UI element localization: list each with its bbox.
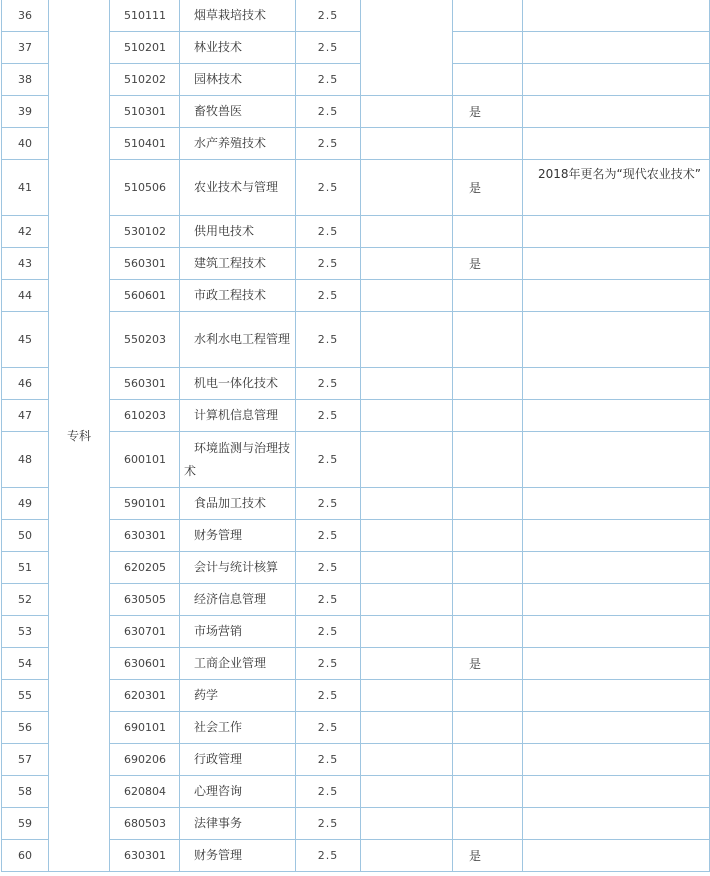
major-code-cell: 620301: [110, 680, 180, 712]
study-years-cell: 2.5: [296, 488, 361, 520]
note-text: [528, 400, 705, 403]
study-years-cell: 2.5: [296, 96, 361, 128]
row-number-cell: 40: [2, 128, 49, 160]
major-name-text: 农业技术与管理: [194, 180, 279, 194]
major-code-cell: 600101: [110, 432, 180, 488]
major-code-cell: 510301: [110, 96, 180, 128]
major-name-cell: [180, 160, 296, 216]
flag-cell: 是: [453, 840, 523, 872]
flag-cell: [453, 744, 523, 776]
note-cell: [523, 584, 710, 616]
major-name-text: 园林技术: [194, 72, 243, 86]
major-code-cell: 630701: [110, 616, 180, 648]
row-number-cell: 55: [2, 680, 49, 712]
study-years-cell: 2.5: [296, 216, 361, 248]
table-row: [2, 0, 710, 32]
blank-cell: [361, 616, 453, 648]
education-level-cell: 专科: [49, 0, 110, 872]
major-name-text: 水产养殖技术: [194, 136, 267, 150]
note-text: [528, 368, 705, 371]
major-name-cell: [180, 680, 296, 712]
row-number-cell: 60: [2, 840, 49, 872]
major-code-cell: 590101: [110, 488, 180, 520]
study-years-cell: 2.5: [296, 584, 361, 616]
major-code-cell: 680503: [110, 808, 180, 840]
flag-cell: [453, 280, 523, 312]
major-code-cell: 550203: [110, 312, 180, 368]
major-name-text: 工商企业管理: [194, 656, 267, 670]
note-text: [528, 552, 705, 555]
study-years-cell: 2.5: [296, 248, 361, 280]
row-number-cell: 36: [2, 0, 49, 32]
blank-cell: [361, 552, 453, 584]
note-cell: [523, 96, 710, 128]
blank-cell: [361, 368, 453, 400]
major-table: [1, 0, 710, 872]
major-code-cell: 630301: [110, 520, 180, 552]
flag-cell: [453, 680, 523, 712]
major-name-cell: [180, 400, 296, 432]
major-name-text: 计算机信息管理: [194, 408, 279, 422]
note-text: [528, 840, 705, 843]
row-number-cell: 53: [2, 616, 49, 648]
major-name-cell: [180, 432, 296, 488]
major-name-cell: [180, 776, 296, 808]
row-number-cell: 42: [2, 216, 49, 248]
note-cell: [523, 0, 710, 32]
major-name-cell: [180, 616, 296, 648]
flag-cell: 是: [453, 96, 523, 128]
study-years-cell: 2.5: [296, 0, 361, 32]
note-text: [528, 64, 705, 67]
flag-cell: 是: [453, 648, 523, 680]
blank-cell: [361, 680, 453, 712]
table-body: [2, 0, 710, 872]
study-years-cell: 2.5: [296, 400, 361, 432]
major-name-cell: [180, 368, 296, 400]
note-text: [528, 712, 705, 715]
blank-cell: [361, 840, 453, 872]
note-cell: [523, 520, 710, 552]
blank-cell: [361, 744, 453, 776]
note-cell: [523, 400, 710, 432]
note-text: [528, 744, 705, 747]
study-years-cell: 2.5: [296, 432, 361, 488]
note-text: [528, 584, 705, 587]
flag-cell: [453, 488, 523, 520]
note-cell: [523, 248, 710, 280]
major-code-cell: 690206: [110, 744, 180, 776]
blank-cell: [361, 128, 453, 160]
major-name-text: 法律事务: [194, 816, 243, 830]
major-code-cell: 690101: [110, 712, 180, 744]
blank-cell: [361, 160, 453, 216]
blank-cell: [361, 312, 453, 368]
study-years-cell: 2.5: [296, 616, 361, 648]
major-code-cell: 530102: [110, 216, 180, 248]
major-name-cell: [180, 808, 296, 840]
major-name-text: 环境监测与治理技术: [184, 440, 291, 478]
major-name-cell: [180, 744, 296, 776]
major-name-cell: [180, 520, 296, 552]
note-cell: [523, 552, 710, 584]
study-years-cell: 2.5: [296, 840, 361, 872]
major-code-cell: 510111: [110, 0, 180, 32]
major-code-cell: 510401: [110, 128, 180, 160]
major-name-cell: [180, 96, 296, 128]
study-years-cell: 2.5: [296, 744, 361, 776]
note-cell: [523, 648, 710, 680]
note-cell: [523, 744, 710, 776]
study-years-cell: 2.5: [296, 368, 361, 400]
major-code-cell: 620205: [110, 552, 180, 584]
row-number-cell: 39: [2, 96, 49, 128]
row-number-cell: 41: [2, 160, 49, 216]
row-number-cell: 45: [2, 312, 49, 368]
major-code-cell: 560301: [110, 248, 180, 280]
note-text: [528, 96, 705, 99]
note-text: 2018年更名为“现代农业技术”: [538, 167, 701, 181]
blank-cell: [361, 216, 453, 248]
flag-cell: [453, 520, 523, 552]
flag-cell: [453, 712, 523, 744]
note-cell: [523, 160, 710, 216]
major-name-text: 心理咨询: [194, 784, 243, 798]
note-cell: [523, 64, 710, 96]
major-name-text: 畜牧兽医: [194, 104, 243, 118]
study-years-cell: 2.5: [296, 776, 361, 808]
note-cell: [523, 216, 710, 248]
major-name-cell: [180, 712, 296, 744]
note-cell: [523, 280, 710, 312]
blank-cell: [361, 432, 453, 488]
major-name-text: 水利水电工程管理: [194, 332, 291, 346]
note-text: [528, 0, 705, 3]
row-number-cell: 58: [2, 776, 49, 808]
flag-cell: [453, 368, 523, 400]
study-years-cell: 2.5: [296, 648, 361, 680]
blank-cell: [361, 776, 453, 808]
major-name-text: 烟草栽培技术: [194, 8, 267, 22]
note-text: [528, 776, 705, 779]
major-name-cell: [180, 840, 296, 872]
flag-cell: [453, 432, 523, 488]
major-name-text: 行政管理: [194, 752, 243, 766]
flag-cell: [453, 128, 523, 160]
flag-cell: [453, 808, 523, 840]
note-cell: [523, 368, 710, 400]
major-name-cell: [180, 216, 296, 248]
flag-cell: [453, 400, 523, 432]
row-number-cell: 57: [2, 744, 49, 776]
major-name-text: 林业技术: [194, 40, 243, 54]
major-name-text: 财务管理: [194, 528, 243, 542]
note-cell: [523, 432, 710, 488]
row-number-cell: 46: [2, 368, 49, 400]
major-name-cell: [180, 552, 296, 584]
major-name-cell: [180, 648, 296, 680]
major-code-cell: 510201: [110, 32, 180, 64]
study-years-cell: 2.5: [296, 520, 361, 552]
flag-cell: 是: [453, 160, 523, 216]
study-years-cell: 2.5: [296, 160, 361, 216]
note-cell: [523, 616, 710, 648]
major-name-text: 供用电技术: [194, 224, 255, 238]
row-number-cell: 50: [2, 520, 49, 552]
major-name-text: 财务管理: [194, 848, 243, 862]
blank-cell: [361, 648, 453, 680]
flag-cell: [453, 216, 523, 248]
major-name-cell: [180, 248, 296, 280]
flag-cell: 是: [453, 248, 523, 280]
blank-cell: [361, 280, 453, 312]
row-number-cell: 47: [2, 400, 49, 432]
row-number-cell: 49: [2, 488, 49, 520]
flag-cell: [453, 616, 523, 648]
blank-cell: [361, 96, 453, 128]
note-text: [528, 808, 705, 811]
major-name-cell: [180, 64, 296, 96]
blank-cell: [361, 712, 453, 744]
major-name-text: 市政工程技术: [194, 288, 267, 302]
blank-cell: [361, 520, 453, 552]
flag-cell: [453, 0, 523, 32]
note-text: [528, 488, 705, 491]
note-cell: [523, 776, 710, 808]
major-code-cell: 560301: [110, 368, 180, 400]
major-name-text: 会计与统计核算: [194, 560, 279, 574]
flag-cell: [453, 776, 523, 808]
major-code-cell: 510202: [110, 64, 180, 96]
major-code-cell: 510506: [110, 160, 180, 216]
study-years-cell: 2.5: [296, 64, 361, 96]
note-text: [528, 432, 705, 435]
note-text: [528, 680, 705, 683]
note-text: [528, 128, 705, 131]
study-years-cell: 2.5: [296, 280, 361, 312]
study-years-cell: 2.5: [296, 32, 361, 64]
major-name-cell: [180, 32, 296, 64]
study-years-cell: 2.5: [296, 128, 361, 160]
row-number-cell: 52: [2, 584, 49, 616]
note-cell: [523, 312, 710, 368]
blank-cell: [361, 248, 453, 280]
blank-cell: [361, 584, 453, 616]
note-text: [528, 520, 705, 523]
note-cell: [523, 128, 710, 160]
study-years-cell: 2.5: [296, 680, 361, 712]
study-years-cell: 2.5: [296, 552, 361, 584]
note-text: [528, 216, 705, 219]
note-text: [528, 32, 705, 35]
major-code-cell: 620804: [110, 776, 180, 808]
major-name-text: 经济信息管理: [194, 592, 267, 606]
note-text: [528, 648, 705, 651]
major-name-cell: [180, 312, 296, 368]
row-number-cell: 56: [2, 712, 49, 744]
major-name-cell: [180, 280, 296, 312]
note-text: [528, 248, 705, 251]
major-name-text: 市场营销: [194, 624, 243, 638]
major-name-text: 建筑工程技术: [194, 256, 267, 270]
major-name-cell: [180, 584, 296, 616]
major-name-cell: [180, 0, 296, 32]
blank-cell: [361, 808, 453, 840]
blank-merged-cell: [361, 0, 453, 96]
note-cell: [523, 808, 710, 840]
flag-cell: [453, 584, 523, 616]
major-name-text: 药学: [194, 688, 219, 702]
row-number-cell: 51: [2, 552, 49, 584]
row-number-cell: 43: [2, 248, 49, 280]
blank-cell: [361, 400, 453, 432]
major-code-cell: 560601: [110, 280, 180, 312]
row-number-cell: 38: [2, 64, 49, 96]
row-number-cell: 37: [2, 32, 49, 64]
note-text: [528, 312, 705, 315]
note-text: [528, 280, 705, 283]
major-code-cell: 610203: [110, 400, 180, 432]
note-cell: [523, 680, 710, 712]
flag-cell: [453, 552, 523, 584]
major-code-cell: 630301: [110, 840, 180, 872]
major-name-text: 食品加工技术: [194, 496, 267, 510]
major-name-text: 社会工作: [194, 720, 243, 734]
major-name-cell: [180, 128, 296, 160]
study-years-cell: 2.5: [296, 312, 361, 368]
note-text: [528, 616, 705, 619]
major-code-cell: 630601: [110, 648, 180, 680]
row-number-cell: 44: [2, 280, 49, 312]
row-number-cell: 54: [2, 648, 49, 680]
major-name-text: 机电一体化技术: [194, 376, 279, 390]
note-cell: [523, 32, 710, 64]
flag-cell: [453, 312, 523, 368]
major-name-cell: [180, 488, 296, 520]
major-code-cell: 630505: [110, 584, 180, 616]
note-cell: [523, 488, 710, 520]
row-number-cell: 59: [2, 808, 49, 840]
flag-cell: [453, 64, 523, 96]
row-number-cell: 48: [2, 432, 49, 488]
blank-cell: [361, 488, 453, 520]
flag-cell: [453, 32, 523, 64]
study-years-cell: 2.5: [296, 808, 361, 840]
note-cell: [523, 712, 710, 744]
study-years-cell: 2.5: [296, 712, 361, 744]
note-cell: [523, 840, 710, 872]
